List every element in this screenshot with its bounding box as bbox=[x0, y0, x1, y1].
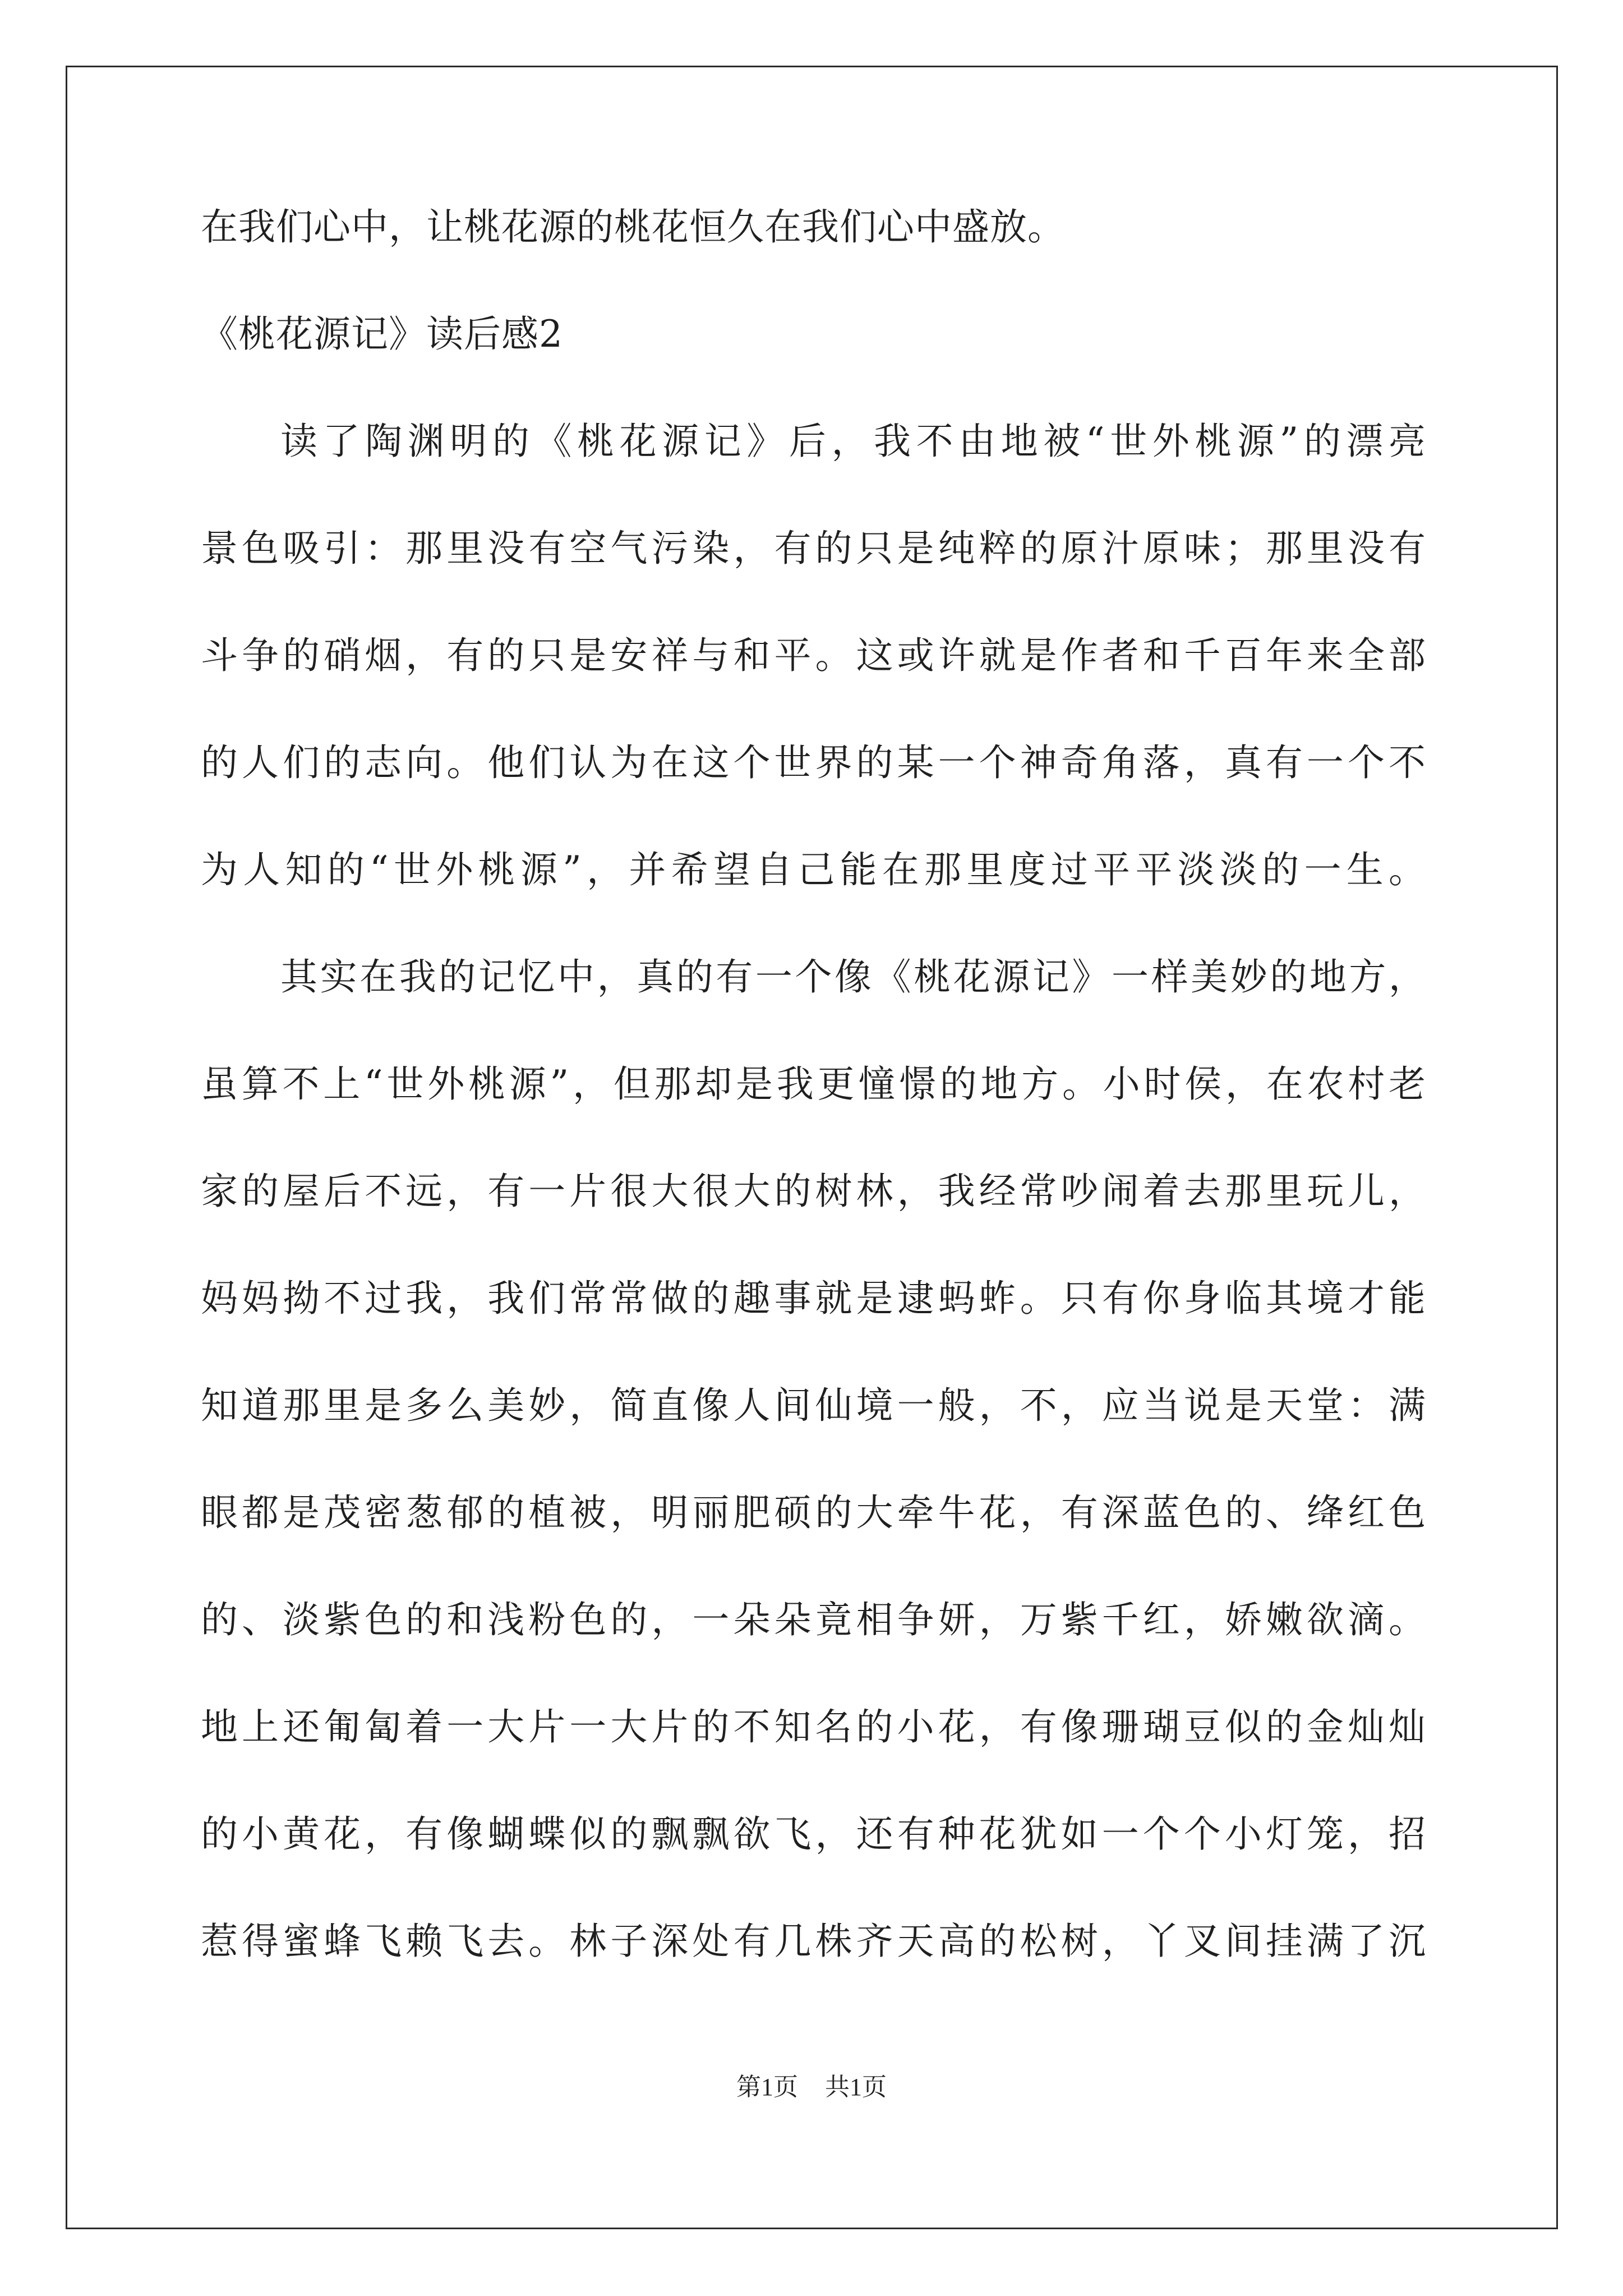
document-body bbox=[201, 205, 1426, 2030]
paragraph-line: 的人们的志向。他们认为在这个世界的某一个神奇角落，真有一个不 bbox=[201, 741, 1426, 784]
paragraph-line: 虽算不上“世外桃源”，但那却是我更憧憬的地方。小时侯，在农村老 bbox=[201, 1062, 1426, 1106]
page-number: 第1页 bbox=[736, 2073, 798, 2101]
paragraph-line: 地上还匍匐着一大片一大片的不知名的小花，有像珊瑚豆似的金灿灿 bbox=[201, 1705, 1426, 1749]
paragraph-line: 斗争的硝烟，有的只是安祥与和平。这或许就是作者和千百年来全部 bbox=[201, 634, 1426, 677]
paragraph-line: 的小黄花，有像蝴蝶似的飘飘欲飞，还有种花犹如一个个小灯笼，招 bbox=[201, 1812, 1426, 1856]
paragraph-1 bbox=[201, 420, 1426, 891]
paragraph-line: 读了陶渊明的《桃花源记》后，我不由地被“世外桃源”的漂亮 bbox=[280, 420, 1426, 463]
continuation-line: 在我们心中，让桃花源的桃花恒久在我们心中盛放。 bbox=[201, 205, 1065, 249]
paragraph-line: 知道那里是多么美妙，简直像人间仙境一般，不，应当说是天堂：满 bbox=[201, 1384, 1426, 1427]
paragraph-2 bbox=[201, 955, 1426, 1963]
section-heading: 《桃花源记》读后感2 bbox=[201, 312, 563, 356]
paragraph-line: 的、淡紫色的和浅粉色的，一朵朵竟相争妍，万紫千红，娇嫩欲滴。 bbox=[201, 1598, 1426, 1641]
paragraph-line: 其实在我的记忆中，真的有一个像《桃花源记》一样美妙的地方， bbox=[280, 955, 1426, 999]
paragraph-line: 眼都是茂密葱郁的植被，明丽肥硕的大牵牛花，有深蓝色的、绛红色 bbox=[201, 1491, 1426, 1534]
paragraph-line: 为人知的“世外桃源”，并希望自己能在那里度过平平淡淡的一生。 bbox=[201, 848, 1426, 891]
page-total: 共1页 bbox=[825, 2073, 887, 2101]
page-footer bbox=[0, 2067, 1623, 2102]
paragraph-line: 景色吸引：那里没有空气污染，有的只是纯粹的原汁原味；那里没有 bbox=[201, 527, 1426, 570]
paragraph-line: 家的屋后不远，有一片很大很大的树林，我经常吵闹着去那里玩儿， bbox=[201, 1170, 1426, 1213]
paragraph-line: 惹得蜜蜂飞赖飞去。林子深处有几株齐天高的松树，丫叉间挂满了沉 bbox=[201, 1920, 1426, 1963]
paragraph-line: 妈妈拗不过我，我们常常做的趣事就是逮蚂蚱。只有你身临其境才能 bbox=[201, 1277, 1426, 1320]
